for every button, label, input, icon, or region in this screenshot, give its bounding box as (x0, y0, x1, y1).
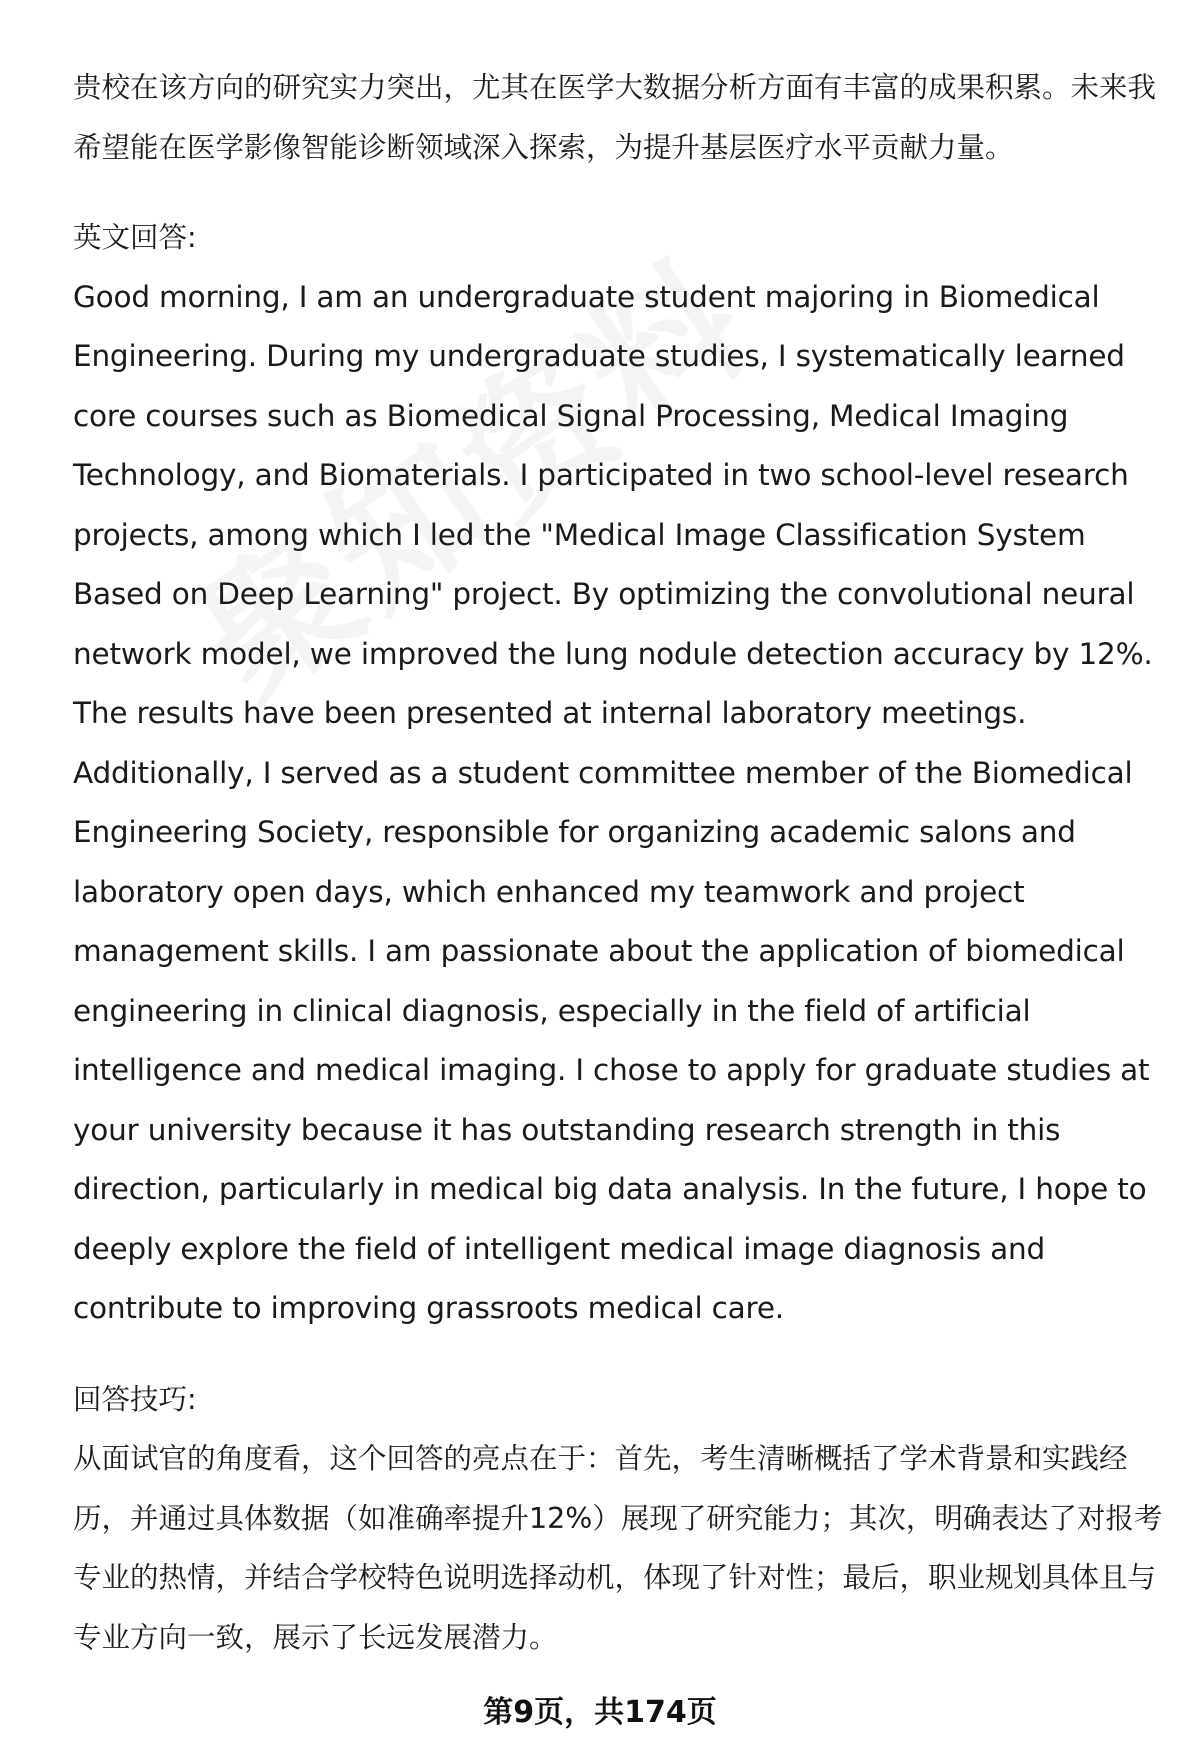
answer-tips-text: 从面试官的角度看，这个回答的亮点在于：首先，考生清晰概括了学术背景和实践经历，并通过具体数据（如准确率提升12%）展现了研究能力；其次，明确表达了对报考专业的热情，并结合学校特色说明选择动机，体现了针对性；最后，职业规划具体且与专业方向一致，展示了长远发展潜力。 (73, 1442, 1163, 1654)
answer-tips-heading: 回答技巧: (73, 1382, 197, 1416)
page-indicator: 第9页，共174页 (483, 1695, 717, 1730)
english-answer-text: Good morning, I am an undergraduate student majoring in Biomedical Engineering. During my undergraduate studies, I systematically learned core courses such as Biomedical Signal Processing, Medical Imaging Technology, and Biomaterials. I participated in two school-level research projects, among which I led the "Medical Image Classification System Based on Deep Learning" project. By optimizing the convolutional neural network model, we improved the lung nodule detection accuracy by 12%. The results have been presented at internal laboratory meetings. Additionally, I served as a student committee member of the Biomedical Engineering Society, responsible for organizing academic salons and laboratory open days, which enhanced my teamwork and project management skills. I am passionate about the application of biomedical engineering in clinical diagnosis, especially in the field of artificial intelligence and medical imaging. I chose to apply for graduate studies at your university because it has outstanding research strength in this direction, particularly in medical big data analysis. In the future, I hope to deeply explore the field of intelligent medical image diagnosis and contribute to improving grassroots medical care. (73, 279, 1153, 1325)
english-answer-heading: 英文回答: (73, 221, 197, 254)
document-page (73, 58, 1163, 1667)
intro-paragraph: 贵校在该方向的研究实力突出，尤其在医学大数据分析方面有丰富的成果积累。未来我希望能在医学影像智能诊断领域深入探索，为提升基层医疗水平贡献力量。 (73, 71, 1157, 164)
